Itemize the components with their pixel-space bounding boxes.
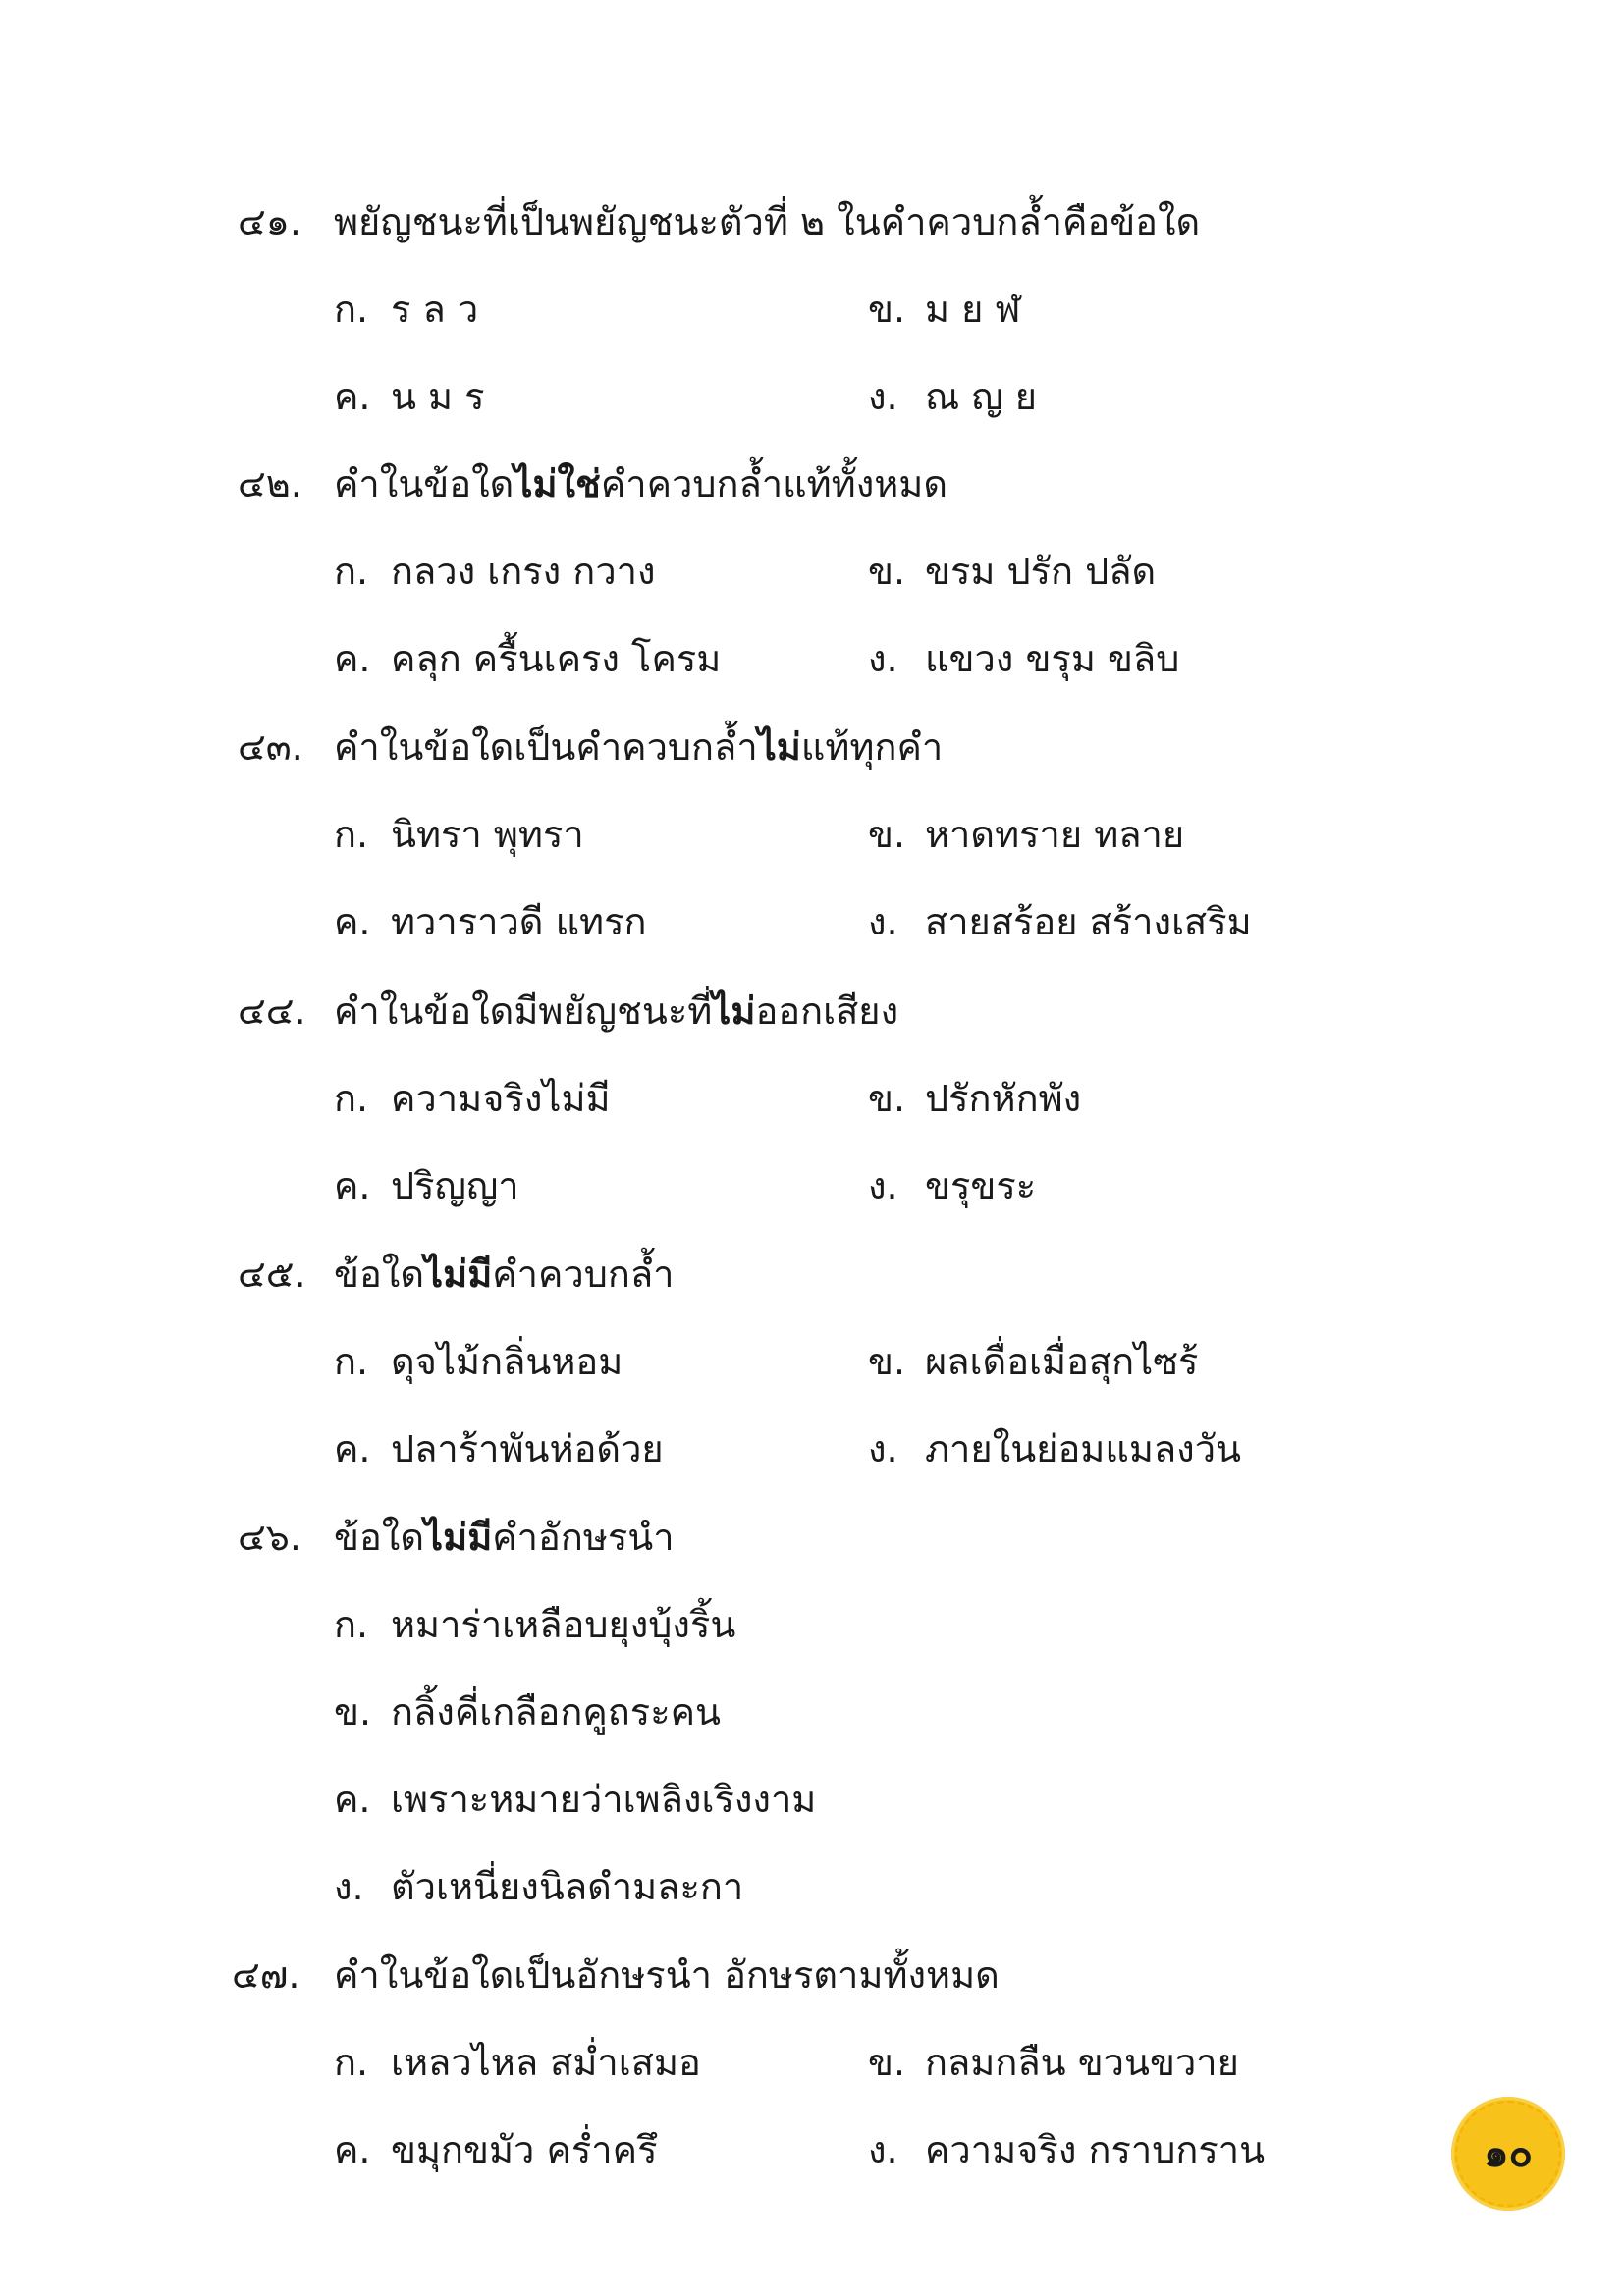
choice-d (868, 1419, 1241, 1478)
choice-text: ขรม ปรัก ปลัด (925, 550, 1157, 593)
choice-b (868, 542, 1156, 601)
choice-label: ง. (334, 1865, 364, 1908)
choice-c (334, 2120, 657, 2179)
choice-b (868, 1069, 1081, 1128)
choice-label: ข. (868, 288, 906, 331)
choice-text: กลิ้งคี่เกลือกคูถระคน (391, 1690, 722, 1734)
choice-label: ค. (334, 1778, 371, 1821)
choice-label: ข. (868, 1340, 906, 1383)
choice-label: ง. (868, 637, 898, 680)
question-text-emphasis: ไม่มี (424, 1516, 493, 1559)
question-text-after: คำอักษรนำ (492, 1516, 675, 1559)
question-number: ๔๕. (238, 1253, 306, 1296)
choice-label: ค. (334, 375, 371, 418)
question-number: ๔๔. (238, 989, 306, 1033)
choice-b (868, 805, 1184, 864)
choice-b (868, 280, 1020, 339)
question-text (334, 982, 898, 1041)
choice-label: ข. (868, 813, 906, 856)
choice-text: ปรักหักพัง (925, 1077, 1082, 1120)
choice-label: ค. (334, 900, 371, 943)
choice-label: ง. (868, 1164, 898, 1207)
choice-text: แขวง ขรุม ขลิบ (925, 637, 1180, 680)
question-text-before: คำในข้อใดมีพยัญชนะที่ (334, 989, 713, 1033)
choice-text: กลมกลืน ขวนขวาย (925, 2041, 1239, 2084)
choice-d (868, 892, 1252, 951)
question-line (0, 1245, 1624, 1304)
choice-text: ดุจไม้กลิ่นหอม (391, 1340, 623, 1383)
question-number: ๔๓. (238, 725, 303, 769)
choice-c (334, 1419, 664, 1478)
question-text-emphasis: ไม่มี (424, 1253, 493, 1296)
choice-label: ง. (868, 375, 898, 418)
choice-text: ขมุกขมัว คร่ำครึ (391, 2128, 658, 2171)
question-text-before: ข้อใด (334, 1516, 425, 1559)
question-line (0, 454, 1624, 513)
question-line (0, 192, 1624, 251)
choice-label: ข. (868, 2041, 906, 2084)
question-text (334, 1508, 675, 1567)
choice-label: ค. (334, 1427, 371, 1470)
choice-a (334, 1069, 611, 1128)
choice-text: คลุก ครื้นเครง โครม (391, 637, 722, 680)
choice-text: น ม ร (391, 375, 485, 418)
choice-label: ค. (334, 637, 371, 680)
choice-label: ง. (868, 2128, 898, 2171)
choice-text: เพราะหมายว่าเพลิงเริงงาม (391, 1778, 817, 1821)
question-text (334, 718, 943, 776)
choice-label: ก. (334, 1603, 369, 1646)
choice-label: ค. (334, 1164, 371, 1207)
choice-d (868, 367, 1037, 426)
question-number: ๔๑. (238, 200, 301, 243)
choice-a (334, 1595, 735, 1654)
choice-c (334, 892, 647, 951)
question-text (334, 454, 947, 513)
question-text-before: คำในข้อใด (334, 462, 514, 506)
question-text-after: ออกเสียง (755, 989, 899, 1033)
question-line (0, 1946, 1624, 2004)
choice-d (868, 1156, 1036, 1215)
choice-label: ก. (334, 1077, 369, 1120)
choice-b (868, 1332, 1198, 1391)
question-number: ๔๒. (238, 462, 302, 506)
choice-label: ค. (334, 2128, 371, 2171)
choice-b (868, 2033, 1239, 2092)
choice-text: ขรุขระ (925, 1164, 1037, 1207)
question-line (0, 718, 1624, 776)
choice-label: ข. (334, 1690, 372, 1734)
choice-d (334, 1857, 743, 1916)
choice-c (334, 629, 721, 688)
choice-text: นิทรา พุทรา (391, 813, 584, 856)
choice-label: ง. (868, 1427, 898, 1470)
choice-text: ภายในย่อมแมลงวัน (925, 1427, 1242, 1470)
choice-label: ง. (868, 900, 898, 943)
choice-text: หมาร่าเหลือบยุงบุ้งริ้น (391, 1603, 736, 1646)
choice-text: ร ล ว (391, 288, 479, 331)
choice-label: ข. (868, 550, 906, 593)
choice-label: ก. (334, 813, 369, 856)
choice-text: ความจริงไม่มี (391, 1077, 611, 1120)
question-number: ๔๗. (232, 1953, 300, 1997)
choice-a (334, 805, 584, 864)
question-number: ๔๖. (238, 1516, 301, 1559)
question-text-emphasis: ไม่ (712, 989, 756, 1033)
question-text-after: แท้ทุกคำ (800, 725, 944, 769)
question-text (334, 1245, 675, 1304)
choice-text: ณ ญ ย (925, 375, 1038, 418)
question-text-emphasis: ไม่ใช่ (514, 462, 601, 506)
choice-text: กลวง เกรง กวาง (391, 550, 656, 593)
choice-c (334, 1770, 816, 1829)
choice-d (868, 629, 1179, 688)
choice-label: ก. (334, 1340, 369, 1383)
choice-text: ผลเดื่อเมื่อสุกไซร้ (925, 1340, 1199, 1383)
choice-a (334, 1332, 623, 1391)
question-text-after: คำควบกล้ำ (492, 1253, 675, 1296)
choice-d (868, 2120, 1265, 2179)
choice-a (334, 542, 656, 601)
choice-text: เหลวไหล สม่ำเสมอ (391, 2041, 701, 2084)
choice-text: ปริญญา (391, 1164, 519, 1207)
choice-b (334, 1682, 721, 1741)
choice-text: ปลาร้าพันห่อด้วย (391, 1427, 664, 1470)
question-line (0, 1508, 1624, 1567)
choice-label: ก. (334, 550, 369, 593)
page-number-badge (1451, 2097, 1565, 2211)
question-text: พยัญชนะที่เป็นพยัญชนะตัวที่ ๒ ในคำควบกล้ำคือข้อใด (334, 200, 1201, 243)
question-text: คำในข้อใดเป็นอักษรนำ อักษรตามทั้งหมด (334, 1953, 1000, 1997)
choice-label: ข. (868, 1077, 906, 1120)
choice-a (334, 2033, 701, 2092)
choice-text: ม ย ฬ (925, 288, 1021, 331)
question-line (0, 982, 1624, 1041)
choice-text: ทวาราวดี แทรก (391, 900, 647, 943)
choice-text: หาดทราย ทลาย (925, 813, 1185, 856)
question-text-before: คำในข้อใดเป็นคำควบกล้ำ (334, 725, 758, 769)
question-text-after: คำควบกล้ำแท้ทั้งหมด (600, 462, 948, 506)
choice-label: ก. (334, 288, 369, 331)
choice-c (334, 1156, 519, 1215)
question-text-emphasis: ไม่ (757, 725, 801, 769)
choice-c (334, 367, 485, 426)
choice-a (334, 280, 478, 339)
choice-label: ก. (334, 2041, 369, 2084)
choice-text: ความจริง กราบกราน (925, 2128, 1266, 2171)
choice-text: ตัวเหนี่ยงนิลดำมละกา (391, 1865, 744, 1908)
choice-text: สายสร้อย สร้างเสริม (925, 900, 1252, 943)
page-number: ๑๐ (1484, 2131, 1533, 2176)
question-text-before: ข้อใด (334, 1253, 425, 1296)
